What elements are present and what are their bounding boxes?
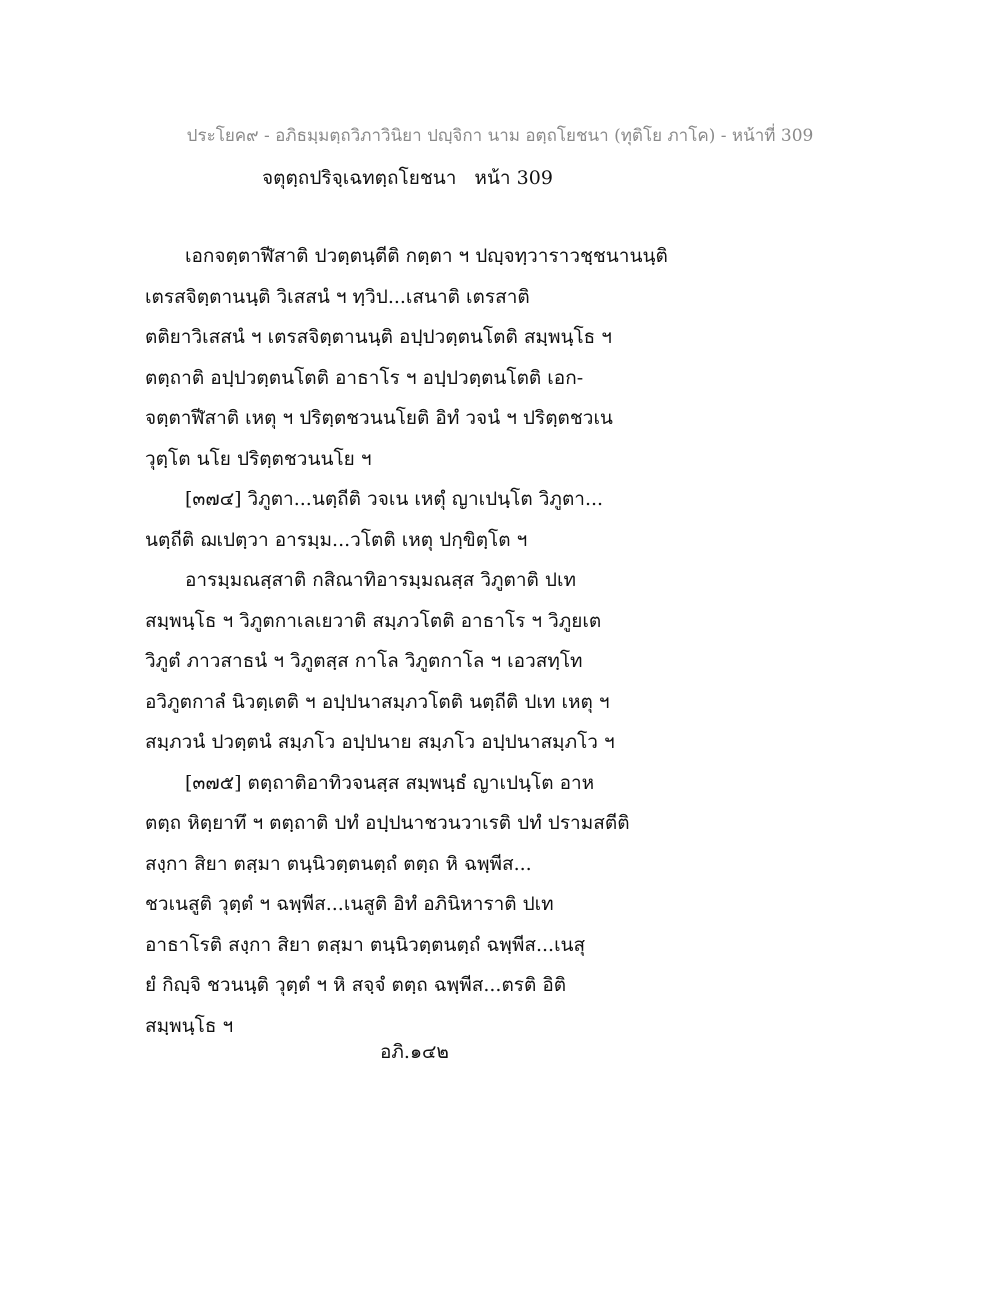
- text-line: สงฺกา สิยา ตสฺมา ตนฺนิวตฺตนตฺถํ ตตฺถ หิ ฉพฺพีส...: [145, 852, 532, 875]
- text-line: เอกจตฺตาฬีสาติ ปวตฺตนฺตีติ กตฺตา ฯ ปญฺจทฺวาราวชฺชนานนฺติ: [185, 245, 668, 267]
- body-text: [145, 236, 685, 1046]
- text-line: สมฺพนฺโธ ฯ: [145, 1014, 234, 1037]
- text-line: ตตฺถาติ อปฺปวตฺตนโตติ อาธาโร ฯ อปฺปวตฺตนโตติ เอก-: [145, 366, 584, 389]
- text-line: เตรสจิตฺตานนฺติ วิเสสนํ ฯ ทฺวิป...เสนาติ เตรสาติ: [145, 285, 530, 308]
- text-line: สมฺพนฺโธ ฯ วิภูตกาเลเยวาติ สมฺภวโตติ อาธาโร ฯ วิภูยเต: [145, 609, 602, 632]
- text-line: ตตฺถ หิตฺยาทึ ฯ ตตฺถาติ ปทํ อปฺปนาชวนวาเรติ ปทํ ปรามสตีติ: [145, 812, 630, 834]
- text-line: ตติยาวิเสสนํ ฯ เตรสจิตฺตานนฺติ อปฺปวตฺตนโตติ สมฺพนฺโธ ฯ: [145, 326, 612, 348]
- text-line: นตฺถีติ ฌเปตฺวา อารมฺม...วโตติ เหตุ ปกฺขิตฺโต ฯ: [145, 528, 528, 551]
- text-line: ชวเนสูติ วุตฺตํ ฯ ฉพฺพีส...เนสูติ อิทํ อภินิหาราติ ปเท: [145, 893, 554, 915]
- text-line: อาธาโรติ สงฺกา สิยา ตสฺมา ตนฺนิวตฺตนตฺถํ ฉพฺพีส...เนสุ: [145, 933, 586, 956]
- text-line: จตฺตาฬีสาติ เหตุ ฯ ปริตฺตชวนนโยติ อิทํ วจนํ ฯ ปริตฺตชวเน: [145, 407, 613, 429]
- text-line: [๓๗๔] วิภูตา...นตฺถีติ วจเน เหตุํ ญาเปนฺโต วิภูตา...: [185, 488, 604, 510]
- text-line: อารมฺมณสฺสาติ กสิณาทิอารมฺมณสฺส วิภูตาติ ปเท: [185, 569, 576, 591]
- text-line: ยํ กิญฺจิ ชวนนฺติ วุตฺตํ ฯ หิ สจฺจํ ตตฺถ ฉพฺพีส...ตรติ อิติ: [145, 974, 567, 996]
- text-line: วุตฺโต นโย ปริตฺตชวนนโย ฯ: [145, 447, 372, 470]
- page-number: หน้า 309: [474, 167, 553, 189]
- text-line: สมฺภวนํ ปวตฺตนํ สมฺภโว อปฺปนาย สมฺภโว อปฺปนาสมฺภโว ฯ: [145, 731, 615, 753]
- footer-reference: อภิ.๑๔๒: [380, 1041, 449, 1063]
- chapter-title-text: จตุตฺถปริจฺเฉทตฺถโยชนา: [262, 167, 457, 189]
- text-line: อวิภูตกาลํ นิวตฺเตติ ฯ อปฺปนาสมฺภวโตติ นตฺถีติ ปเท เหตุ ฯ: [145, 690, 610, 713]
- chapter-title: [262, 163, 553, 193]
- running-header: ประโยค๙ - อภิธมฺมตฺถวิภาวินิยา ปญฺจิกา นาม อตฺถโยชนา (ทุติโย ภาโค) - หน้าที่ 309: [186, 126, 814, 146]
- text-line: วิภูตํ ภาวสาธนํ ฯ วิภูตสฺส กาโล วิภูตกาโล ฯ เอวสทฺโท: [145, 650, 583, 672]
- text-line: [๓๗๕] ตตฺถาติอาทิวจนสฺส สมฺพนฺธํ ญาเปนฺโต อาห: [185, 771, 595, 794]
